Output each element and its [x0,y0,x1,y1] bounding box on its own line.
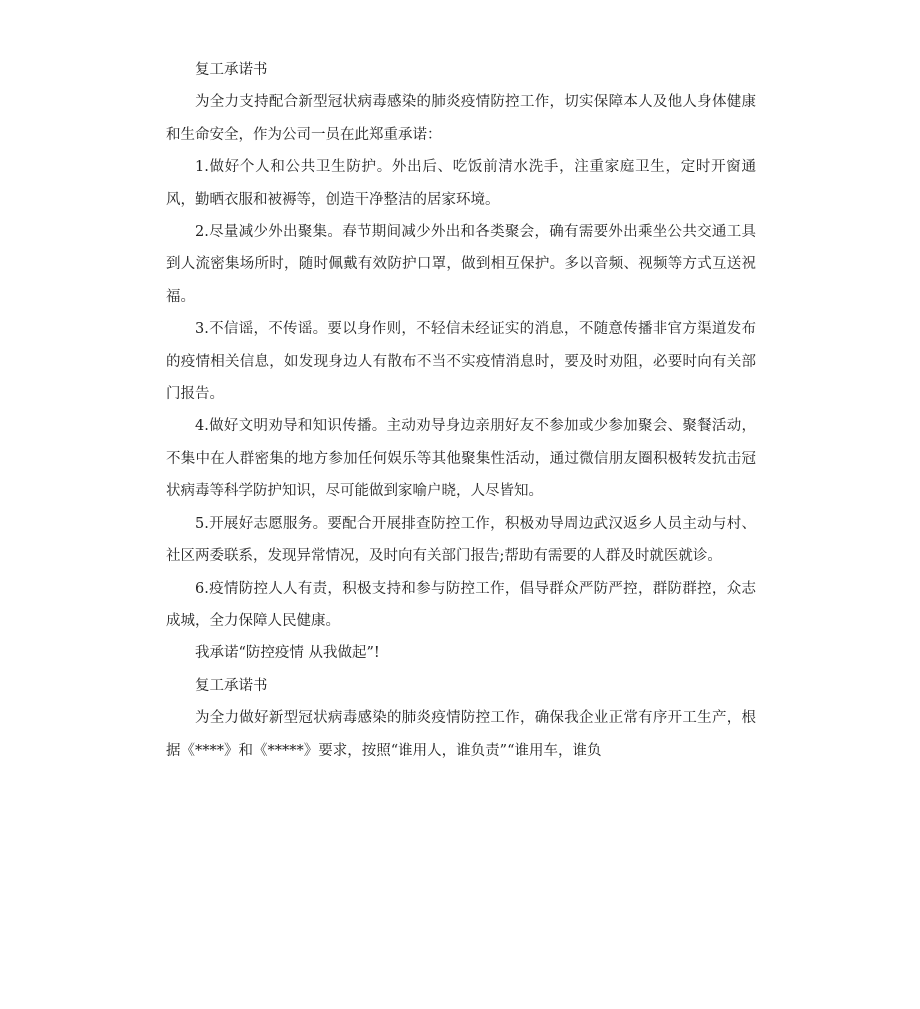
commitment-item-2: 2.尽量减少外出聚集。春节期间减少外出和各类聚会，确有需要外出乘坐公共交通工具到人流密集场所时，随时佩戴有效防护口罩，做到相互保护。多以音频、视频等方式互送祝福。 [166,224,756,305]
commitment-item-4: 4.做好文明劝导和知识传播。主动劝导身边亲朋好友不参加或少参加聚会、聚餐活动，不集中在人群密集的地方参加任何娱乐等其他聚集性活动，通过微信朋友圈积极转发抗击冠状病毒等科学防护知识，尽可能做到家喻户晓，人尽皆知。 [166,418,756,500]
commitment-item-5: 5.开展好志愿服务。要配合开展排查防控工作，积极劝导周边武汉返乡人员主动与村、社区两委联系，发现异常情况，及时向有关部门报告;帮助有需要的人群及时就医就诊。 [166,515,756,565]
commitment-item-6: 6.疫情防控人人有责，积极支持和参与防控工作，倡导群众严防严控，群防群控，众志成城，全力保障人民健康。 [166,580,756,629]
commitment-item-3: 3.不信谣，不传谣。要以身作则，不轻信未经证实的消息，不随意传播非官方渠道发布的疫情相关信息，如发现身边人有散布不当不实疫情消息时，要及时劝阻，必要时向有关部门报告。 [166,321,756,403]
second-intro-paragraph: 为全力做好新型冠状病毒感染的肺炎疫情防控工作，确保我企业正常有序开工生产，根据《****》和《*****》要求，按照“谁用人，谁负责”“谁用车，谁负 [166,710,756,759]
intro-paragraph: 为全力支持配合新型冠状病毒感染的肺炎疫情防控工作，切实保障本人及他人身体健康和生命安全，作为公司一员在此郑重承诺： [166,94,756,143]
document-title: 复工承诺书 [195,62,268,78]
commitment-item-1: 1.做好个人和公共卫生防护。外出后、吃饭前清水洗手，注重家庭卫生，定时开窗通风，勤晒衣服和被褥等，创造干净整洁的居家环境。 [166,159,756,208]
second-document-title: 复工承诺书 [195,677,268,694]
pledge-slogan: 我承诺“防控疫情 从我做起”! [195,645,380,662]
document-body [166,54,756,767]
